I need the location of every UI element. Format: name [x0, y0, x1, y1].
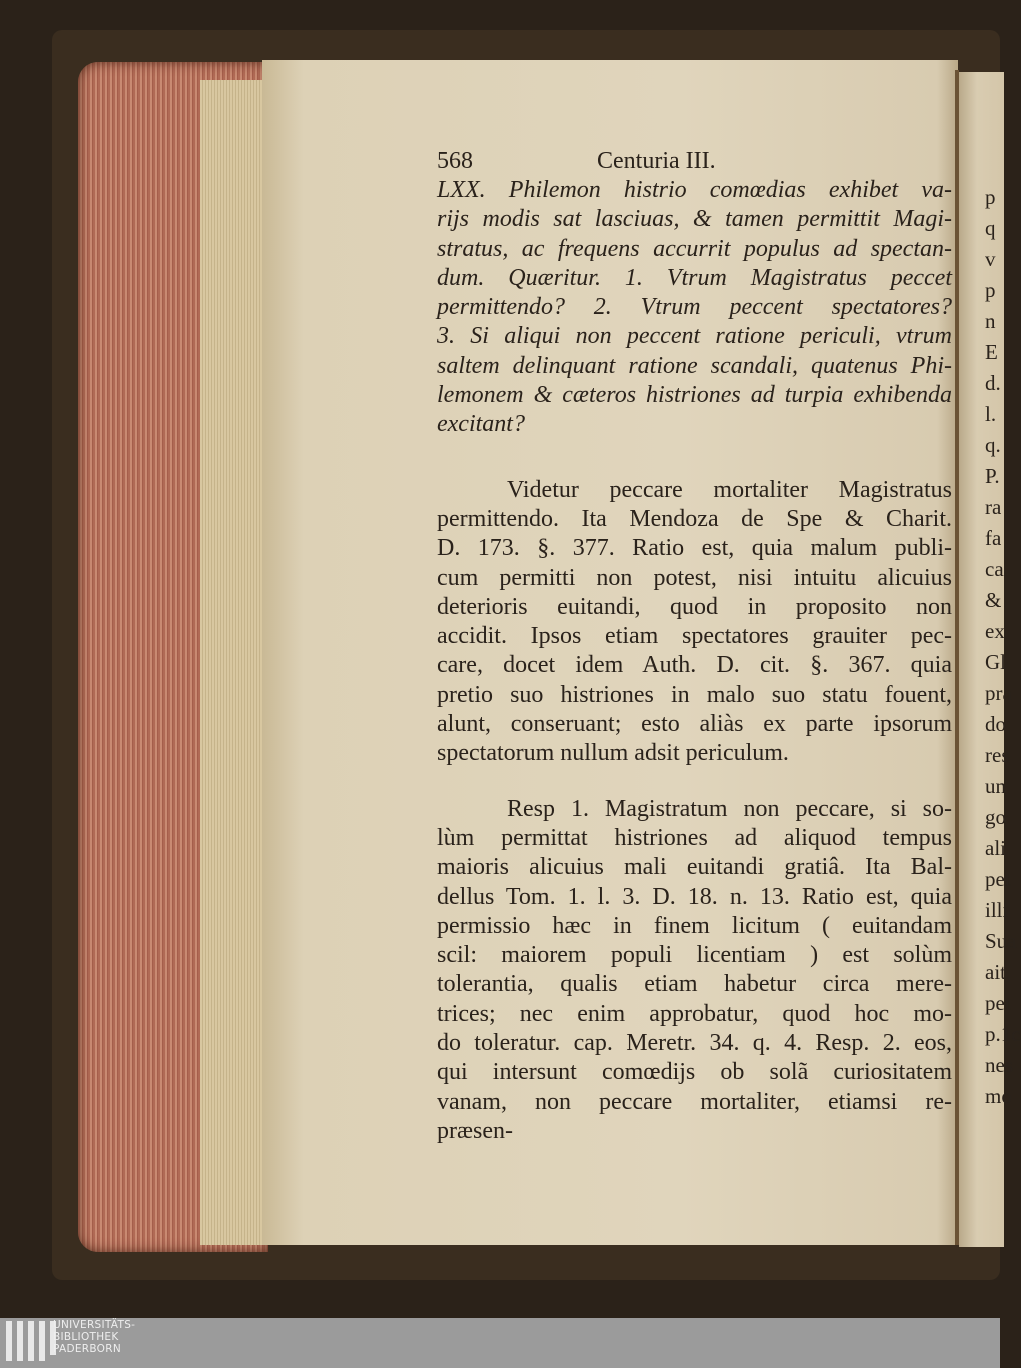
- page-text: [437, 146, 952, 1146]
- right-page-fragment: v: [985, 247, 996, 271]
- text-line: saltem delinquant ratione scandali, quatenus Phi-: [437, 352, 952, 379]
- text-line: permittendo? 2. Vtrum peccent spectatores?: [437, 294, 952, 321]
- right-page-fragment: pra: [985, 681, 1012, 705]
- right-page-fragment: nes: [985, 1053, 1013, 1077]
- text-line: Videtur peccare mortaliter Magistratus: [507, 476, 952, 503]
- right-page-fragment: &: [985, 588, 1002, 612]
- right-page-fragment: go: [985, 805, 1006, 829]
- question-block: [437, 176, 952, 440]
- right-page-fragment: pet: [985, 867, 1011, 891]
- right-page-fragment: do: [985, 712, 1006, 736]
- right-page-fragment: ali: [985, 836, 1006, 860]
- text-line: care, docet idem Auth. D. cit. §. 367. quia: [437, 652, 952, 679]
- text-line: rijs modis sat lasciuas, & tamen permittit Magi-: [437, 206, 952, 233]
- right-page-fragment: d.: [985, 371, 1001, 395]
- text-line: pretio suo histriones in malo suo statu fouent,: [437, 681, 952, 708]
- text-line: deterioris euitandi, quod in proposito non: [437, 593, 952, 620]
- text-line: cum permitti non potest, nisi intuitu alicuius: [437, 564, 952, 591]
- right-page-fragment: p.1c: [985, 1022, 1021, 1046]
- library-logo-icon: [6, 1321, 56, 1361]
- text-line: dellus Tom. 1. l. 3. D. 18. n. 13. Ratio est, quia: [437, 883, 952, 910]
- text-line: qui intersunt comœdijs ob solã curiositatem: [437, 1059, 952, 1086]
- right-page-fragment: n: [985, 309, 996, 333]
- right-page-fragment: ca: [985, 557, 1004, 581]
- right-page-fragment: q.: [985, 433, 1001, 457]
- right-page-fragment: p: [985, 278, 996, 302]
- right-page-fragment: un: [985, 774, 1006, 798]
- right-page-fragment: illi: [985, 898, 1009, 922]
- text-line: permittendo. Ita Mendoza de Spe & Charit.: [437, 505, 952, 532]
- right-page-fragment: E: [985, 340, 998, 364]
- text-line: maioris alicuius mali euitandi gratiâ. Ita Bal-: [437, 854, 952, 881]
- right-page-fragment: p: [985, 185, 996, 209]
- text-line: D. 173. §. 377. Ratio est, quia malum publi-: [437, 535, 952, 562]
- right-page-fragment: q: [985, 216, 996, 240]
- text-line: stratus, ac frequens accurrit populus ad spectan-: [437, 235, 952, 262]
- text-line: alunt, conseruant; esto aliàs ex parte ipsorum: [437, 711, 952, 738]
- text-line: Resp 1. Magistratum non peccare, si so-: [507, 795, 952, 822]
- paragraph-argument: [437, 476, 952, 769]
- right-page-fragment: ait,: [985, 960, 1012, 984]
- text-line: permissio hæc in finem licitum ( euitandam: [437, 912, 952, 939]
- text-line: trices; nec enim approbatur, quod hoc mo-: [437, 1000, 952, 1027]
- text-line: scil: maiorem populi licentiam ) est solùm: [437, 942, 952, 969]
- text-line: lemonem & cæteros histriones ad turpia exhibenda: [437, 382, 952, 409]
- text-line: accidit. Ipsos etiam spectatores grauiter pec-: [437, 623, 952, 650]
- catchword: præsen-: [437, 1117, 513, 1144]
- right-page-fragment: Gl: [985, 650, 1006, 674]
- paragraph-response: [437, 795, 952, 1117]
- text-line: tolerantia, qualis etiam habetur circa mere-: [437, 971, 952, 998]
- text-line: do toleratur. cap. Meretr. 34. q. 4. Resp. 2. eos,: [437, 1030, 952, 1057]
- text-line: dum. Quæritur. 1. Vtrum Magistratus peccet: [437, 264, 952, 291]
- text-line: vanam, non peccare mortaliter, etiamsi re-: [437, 1088, 952, 1115]
- right-page-fragment: Sua: [985, 929, 1017, 953]
- text-line: spectatorum nullum adsit periculum.: [437, 740, 789, 767]
- right-page-fragment: pet: [985, 991, 1011, 1015]
- right-page-fragment: ex: [985, 619, 1005, 643]
- text-line: excitant?: [437, 411, 525, 438]
- page-stack: [200, 80, 270, 1245]
- right-page-fragment: res: [985, 743, 1010, 767]
- right-page-fragment: mo: [985, 1084, 1012, 1108]
- footer-bar: [0, 1318, 1000, 1368]
- right-page-fragment: l.: [985, 402, 997, 426]
- page-header: [437, 146, 952, 176]
- text-line: 3. Si aliqui non peccent ratione periculi, vtrum: [437, 323, 952, 350]
- right-page-fragment: P.: [985, 464, 1000, 488]
- right-page-fragment: ra: [985, 495, 1002, 519]
- right-page-fragment: fa: [985, 526, 1002, 550]
- right-page-text: [985, 182, 1021, 1112]
- text-line: LXX. Philemon histrio comœdias exhibet va-: [437, 177, 952, 203]
- page-number: 568: [437, 148, 473, 174]
- library-logo-text: UNIVERSITÄTS- BIBLIOTHEK PADERBORN: [53, 1319, 136, 1355]
- running-head: Centuria III.: [597, 148, 716, 174]
- text-line: lùm permittat histriones ad aliquod tempus: [437, 824, 952, 851]
